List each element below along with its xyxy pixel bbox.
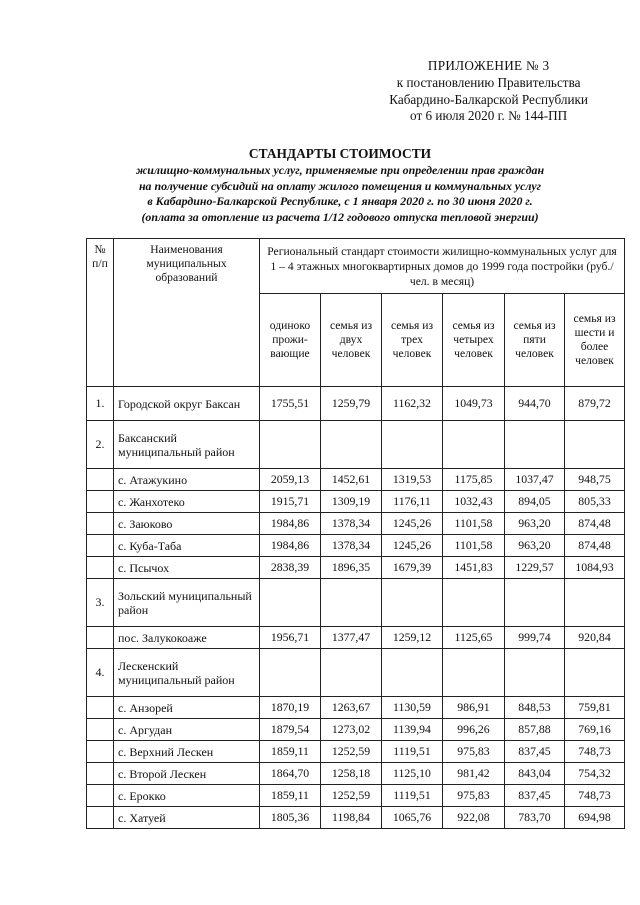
row-value: 783,70	[505, 807, 565, 829]
row-value: 1119,51	[382, 785, 443, 807]
row-value: 1870,19	[260, 697, 321, 719]
standards-table	[86, 238, 625, 829]
row-value: 694,98	[565, 807, 625, 829]
row-value: 981,42	[443, 763, 505, 785]
column-header-sub: семья из пяти человек	[505, 294, 565, 387]
row-number	[87, 719, 114, 741]
table-row	[87, 785, 625, 807]
row-number	[87, 807, 114, 829]
row-value: 1101,58	[443, 513, 505, 535]
row-value: 1263,67	[321, 697, 382, 719]
row-value: 948,75	[565, 469, 625, 491]
row-value: 1859,11	[260, 741, 321, 763]
row-value	[565, 649, 625, 697]
row-value: 1452,61	[321, 469, 382, 491]
row-value: 1984,86	[260, 535, 321, 557]
table-row	[87, 763, 625, 785]
column-header-sub: семья из четырех человек	[443, 294, 505, 387]
appendix-title: ПРИЛОЖЕНИЕ № 3	[427, 58, 550, 73]
document-title: СТАНДАРТЫ СТОИМОСТИ	[248, 146, 432, 161]
row-value	[260, 421, 321, 469]
row-value: 1879,54	[260, 719, 321, 741]
row-name: с. Анзорей	[114, 697, 260, 719]
row-number: 1.	[87, 387, 114, 421]
row-value	[382, 421, 443, 469]
row-value: 999,74	[505, 627, 565, 649]
row-value: 963,20	[505, 513, 565, 535]
row-number	[87, 785, 114, 807]
row-value: 754,32	[565, 763, 625, 785]
row-value: 1309,19	[321, 491, 382, 513]
table-row	[87, 741, 625, 763]
row-value: 1175,85	[443, 469, 505, 491]
row-name: с. Жанхотеко	[114, 491, 260, 513]
appendix-line-2: Кабардино-Балкарской Республики	[389, 91, 588, 107]
row-value: 944,70	[505, 387, 565, 421]
table-row	[87, 719, 625, 741]
row-value: 857,88	[505, 719, 565, 741]
row-value	[443, 649, 505, 697]
table-row	[87, 513, 625, 535]
row-name: пос. Залукокоаже	[114, 627, 260, 649]
row-value: 805,33	[565, 491, 625, 513]
row-value: 1273,02	[321, 719, 382, 741]
table-row	[87, 491, 625, 513]
appendix-block	[389, 58, 588, 125]
row-value: 1125,10	[382, 763, 443, 785]
row-value	[260, 579, 321, 627]
table-row	[87, 421, 625, 469]
row-name: с. Аргудан	[114, 719, 260, 741]
row-value: 1065,76	[382, 807, 443, 829]
heading-line-1: жилищно-коммунальных услуг, применяемые при определении прав граждан	[135, 163, 545, 177]
row-value: 975,83	[443, 741, 505, 763]
row-value: 748,73	[565, 785, 625, 807]
row-value: 1119,51	[382, 741, 443, 763]
row-value: 1101,58	[443, 535, 505, 557]
table-row	[87, 649, 625, 697]
row-name: с. Хатуей	[114, 807, 260, 829]
row-value: 1896,35	[321, 557, 382, 579]
appendix-line-1: к постановлению Правительства	[396, 74, 581, 90]
table-row	[87, 387, 625, 421]
column-header-sub: семья из шести и более человек	[565, 294, 625, 387]
row-value: 1245,26	[382, 513, 443, 535]
row-number	[87, 741, 114, 763]
row-number: 2.	[87, 421, 114, 469]
row-value: 1378,34	[321, 513, 382, 535]
row-value: 1229,57	[505, 557, 565, 579]
row-value: 1037,47	[505, 469, 565, 491]
row-value: 843,04	[505, 763, 565, 785]
row-value: 1130,59	[382, 697, 443, 719]
document-heading	[60, 145, 620, 225]
row-value	[382, 579, 443, 627]
row-name: с. Второй Лескен	[114, 763, 260, 785]
table-row	[87, 535, 625, 557]
row-name: с. Куба-Таба	[114, 535, 260, 557]
row-number: 3.	[87, 579, 114, 627]
column-header-name: Наименования муниципальных образований	[114, 239, 260, 387]
table-row	[87, 557, 625, 579]
row-value: 1679,39	[382, 557, 443, 579]
row-number: 4.	[87, 649, 114, 697]
row-number	[87, 697, 114, 719]
column-header-sub: семья из трех человек	[382, 294, 443, 387]
row-value: 1259,79	[321, 387, 382, 421]
row-value	[565, 579, 625, 627]
column-header-sub: семья из двух человек	[321, 294, 382, 387]
row-value: 1032,43	[443, 491, 505, 513]
row-number	[87, 469, 114, 491]
row-value: 1984,86	[260, 513, 321, 535]
row-value: 759,81	[565, 697, 625, 719]
row-value	[505, 579, 565, 627]
row-value: 1755,51	[260, 387, 321, 421]
table-row	[87, 579, 625, 627]
row-value: 1915,71	[260, 491, 321, 513]
row-value: 975,83	[443, 785, 505, 807]
row-value: 837,45	[505, 785, 565, 807]
row-value: 769,16	[565, 719, 625, 741]
row-name: с. Псычох	[114, 557, 260, 579]
row-value: 1859,11	[260, 785, 321, 807]
row-value: 1176,11	[382, 491, 443, 513]
column-header-group: Региональный стандарт стоимости жилищно-коммунальных услуг для 1 – 4 этажных многоквартирных домов до 1999 года постройки (руб./чел. в месяц)	[260, 239, 625, 294]
row-value: 894,05	[505, 491, 565, 513]
row-value	[505, 421, 565, 469]
row-name: Лескенский муниципальный район	[114, 649, 260, 697]
row-name: Городской округ Баксан	[114, 387, 260, 421]
heading-line-4: (оплата за отопление из расчета 1/12 годового отпуска тепловой энергии)	[141, 209, 539, 224]
table-row	[87, 627, 625, 649]
row-value: 1377,47	[321, 627, 382, 649]
row-value	[321, 649, 382, 697]
row-value	[505, 649, 565, 697]
row-number	[87, 535, 114, 557]
row-value: 1956,71	[260, 627, 321, 649]
row-name: с. Заюково	[114, 513, 260, 535]
row-value: 922,08	[443, 807, 505, 829]
row-value: 1125,65	[443, 627, 505, 649]
row-number	[87, 491, 114, 513]
column-header-number: № п/п	[87, 239, 114, 387]
row-name: Зольский муниципальный район	[114, 579, 260, 627]
row-value	[321, 421, 382, 469]
row-value: 1864,70	[260, 763, 321, 785]
row-value	[443, 579, 505, 627]
row-value: 1198,84	[321, 807, 382, 829]
row-value: 874,48	[565, 535, 625, 557]
row-number	[87, 763, 114, 785]
row-name: с. Атажукино	[114, 469, 260, 491]
row-value: 848,53	[505, 697, 565, 719]
column-header-sub: одиноко прожи-вающие	[260, 294, 321, 387]
row-value: 1084,93	[565, 557, 625, 579]
row-name: с. Ерокко	[114, 785, 260, 807]
row-value: 986,91	[443, 697, 505, 719]
row-value: 1259,12	[382, 627, 443, 649]
table-row	[87, 697, 625, 719]
row-value	[260, 649, 321, 697]
row-number	[87, 513, 114, 535]
row-value: 1319,53	[382, 469, 443, 491]
row-value: 1258,18	[321, 763, 382, 785]
heading-line-2: на получение субсидий на оплату жилого помещения и коммунальных услуг	[138, 178, 542, 193]
row-value: 2059,13	[260, 469, 321, 491]
row-value	[565, 421, 625, 469]
row-value: 1451,83	[443, 557, 505, 579]
row-value: 1252,59	[321, 785, 382, 807]
table-row	[87, 469, 625, 491]
row-value: 1049,73	[443, 387, 505, 421]
row-value: 1245,26	[382, 535, 443, 557]
row-value: 963,20	[505, 535, 565, 557]
row-value: 2838,39	[260, 557, 321, 579]
row-value: 920,84	[565, 627, 625, 649]
table-row	[87, 807, 625, 829]
row-value: 874,48	[565, 513, 625, 535]
heading-line-3: в Кабардино-Балкарской Республике, с 1 января 2020 г. по 30 июня 2020 г.	[147, 194, 533, 209]
row-value: 748,73	[565, 741, 625, 763]
row-value: 1378,34	[321, 535, 382, 557]
row-number	[87, 627, 114, 649]
row-value	[382, 649, 443, 697]
row-value: 1139,94	[382, 719, 443, 741]
row-value: 879,72	[565, 387, 625, 421]
row-name: Баксанский муниципальный район	[114, 421, 260, 469]
row-name: с. Верхний Лескен	[114, 741, 260, 763]
row-value: 1252,59	[321, 741, 382, 763]
row-value: 1805,36	[260, 807, 321, 829]
row-value: 837,45	[505, 741, 565, 763]
row-value: 996,26	[443, 719, 505, 741]
row-number	[87, 557, 114, 579]
row-value: 1162,32	[382, 387, 443, 421]
row-value	[443, 421, 505, 469]
row-value	[321, 579, 382, 627]
appendix-line-3: от 6 июля 2020 г. № 144-ПП	[410, 108, 568, 124]
